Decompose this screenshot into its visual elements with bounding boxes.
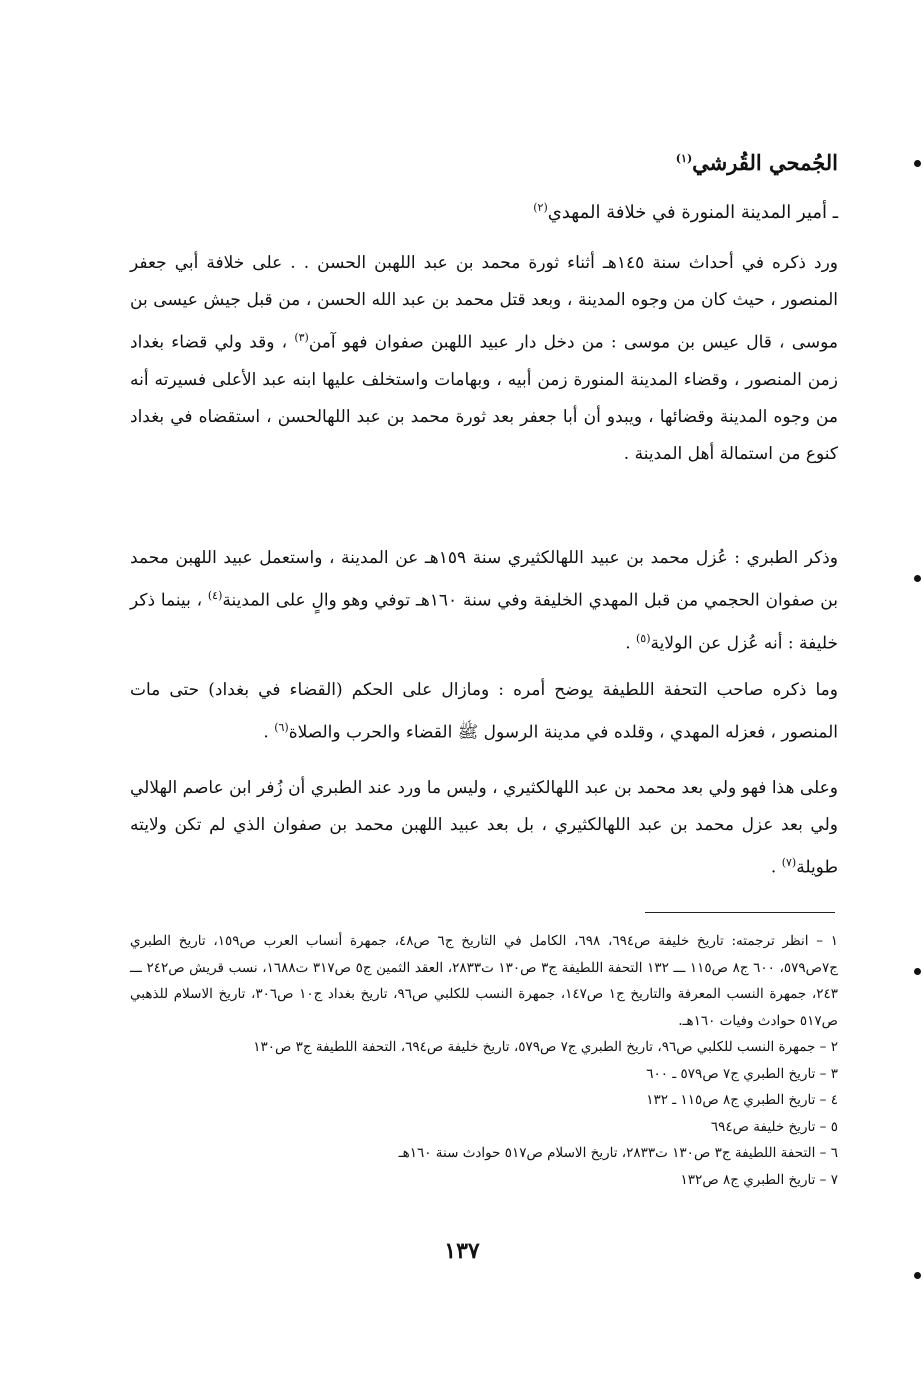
footnote-ref-5: (٥) — [636, 631, 651, 645]
footnote-2: ٢ – جمهرة النسب للكلبي ص٩٦، تاريخ الطبري ج٧ ص٥٧٩، تاريخ خليفة ص٦٩٤، التحفة اللطيفة ج٣ ص١٣٠ — [253, 1039, 838, 1055]
margin-dot — [914, 968, 921, 975]
paragraph-4-text-a: وعلى هذا فهو ولي بعد محمد بن عبد اللهالكثيري ، وليس ما ورد عند الطبري أن زُفر ابن عاصم الهلالي ولي بعد عزل محمد بن عبد اللهالكثيري ، بل بعد عبيد اللهبن محمد بن صفوان الذي لم تكن ولايته طويلة — [130, 778, 838, 878]
paragraph-3-text-b: . — [263, 722, 275, 743]
margin-dot — [914, 1272, 921, 1279]
paragraph-4 — [130, 770, 838, 887]
subheading-text: ـ أمير المدينة المنورة في خلافة المهدي — [547, 202, 838, 223]
footnote-divider — [645, 912, 835, 913]
footnote-3: ٣ – تاريخ الطبري ج٧ ص٥٧٩ ـ ٦٠٠ — [646, 1065, 838, 1082]
margin-dot — [914, 575, 921, 582]
footnote-ref-4: (٤) — [207, 589, 223, 602]
footnotes — [130, 928, 838, 1193]
paragraph-2-text-c: . — [625, 633, 636, 654]
paragraph-2-text-b: ، بينما ذكر خليفة : أنه عُزل عن الولاية — [130, 590, 838, 654]
footnote-ref-3: (٣) — [294, 331, 309, 344]
entry-heading — [130, 140, 838, 182]
paragraph-1 — [130, 245, 838, 473]
footnote-ref-2: (٢) — [533, 201, 548, 214]
paragraph-1-text-a: ورد ذكره في أحداث سنة ١٤٥هـ أثناء ثورة محمد بن عبد اللهبن الحسن . . على خلافة أبي جعفر المنصور ، حيث كان من وجوه المدينة ، وبعد قتل محمد بن عبد الله الحسن ، من قبل جيش عيسى بن موسى ، قال عيس بن موسى : من دخل دار عبيد اللهبن صفوان فهو آمن — [130, 253, 838, 353]
footnote-4: ٤ – تاريخ الطبري ج٨ ص١١٥ ـ ١٣٢ — [646, 1092, 838, 1108]
footnote-5: ٥ – تاريخ خليفة ص٦٩٤ — [710, 1118, 838, 1135]
paragraph-1-text-b: ، وقد ولي قضاء بغداد زمن المنصور ، وقضاء المدينة المنورة زمن أبيه ، وبهامات واستخلف عليها ابنه عبد الأعلى فسيرته أنه من وجوه المدينة وقضائها ، ويبدو أن أبا جعفر بعد ثورة محمد بن عبد اللهالحسن ، استقضاه في بغداد كنوع من استمالة أهل المدينة . — [130, 332, 838, 464]
footnote-1: ١ – انظر ترجمته: تاريخ خليفة ص٦٩٤، ٦٩٨، الكامل في التاريخ ج٦ ص٤٨، جمهرة أنساب العرب ص١٥٩، تاريخ الطبري ج٧ص٥٧٩، ٦٠٠ ج٨ ص١١٥ ـــ ١٣٢ التحفة اللطيفة ج٣ ص١٣٠ ت٢٨٣٣، العقد الثمين ج٥ ص٣١٧ ت١٦٨٨، نسب قريش ص٢٤٢ ـــ ٢٤٣، جمهرة النسب المعرفة والتاريخ ج١ ص١٤٧، جمهرة النسب للكلبي ص٩٦، تاريخ بغداد ج١٠ ص٣٠٦، تاريخ الاسلام للذهبي ص٥١٧ حوادث وفيات ١٦٠هـ. — [130, 933, 838, 1029]
paragraph-3 — [130, 672, 838, 752]
margin-dot — [914, 160, 921, 167]
entry-subheading — [130, 190, 838, 231]
footnote-ref-1: (١) — [675, 152, 693, 165]
heading-text: الجُمحي القُرشي — [692, 150, 838, 175]
footnote-6: ٦ – التحفة اللطيفة ج٣ ص١٣٠ ت٢٨٣٣، تاريخ الاسلام ص٥١٧ حوادث سنة ١٦٠هـ — [398, 1145, 838, 1161]
page-number: ١٣٧ — [444, 1238, 480, 1264]
paragraph-3-text-a: وما ذكره صاحب التحفة اللطيفة يوضح أمره : ومازال على الحكم (القضاء في بغداد) حتى مات المنصور ، فعزله المهدي ، وقلده في مدينة الرسول ﷺ القضاء والحرب والصلاة — [130, 680, 838, 743]
footnote-ref-6: (٦) — [274, 721, 289, 734]
paragraph-2-text-a: وذكر الطبري : عُزل محمد بن عبيد اللهالكثيري سنة ١٥٩هـ عن المدينة ، واستعمل عبيد اللهبن محمد بن صفوان الحجمي من قبل المهدي الخليفة وفي سنة ١٦٠هـ توفي وهو والٍ على المدينة — [130, 548, 838, 611]
footnote-ref-7: (٧) — [781, 856, 797, 869]
paragraph-2 — [130, 540, 838, 662]
footnote-7: ٧ – تاريخ الطبري ج٨ ص١٣٢ — [680, 1171, 838, 1188]
paragraph-4-text-b: . — [770, 857, 782, 878]
